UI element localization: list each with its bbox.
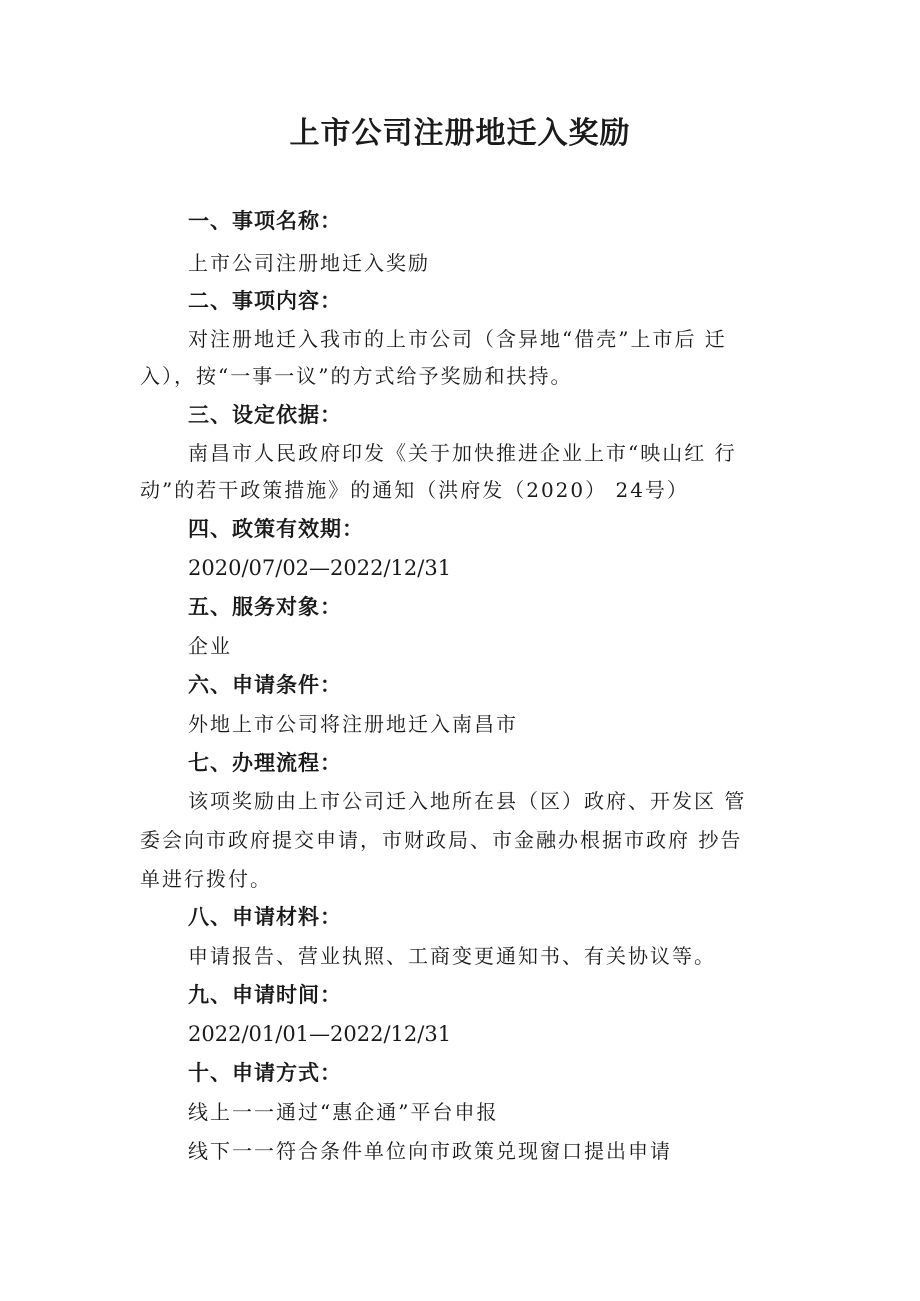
section-heading-materials: 八、申请材料： [188, 905, 342, 929]
section-text-legal-basis-line-2: 动”的若干政策措施》的通知（洪府发（2020） 24号） [140, 478, 689, 502]
section-text-legal-basis-line-1: 南昌市人民政府印发《关于加快推进企业上市“映山红 行 [188, 441, 737, 465]
section-heading-item-name: 一、事项名称： [188, 209, 342, 233]
section-text-conditions: 外地上市公司将注册地迁入南昌市 [188, 712, 518, 736]
document-title: 上市公司注册地迁入奖励 [289, 116, 631, 151]
section-heading-procedure: 七、办理流程： [188, 751, 342, 775]
section-text-procedure-line-2: 委会向市政府提交申请，市财政局、市金融办根据市政府 抄告 [140, 828, 743, 852]
section-heading-legal-basis: 三、设定依据： [188, 403, 342, 427]
section-heading-policy-validity: 四、政策有效期： [188, 517, 364, 541]
section-heading-conditions: 六、申请条件： [188, 673, 342, 697]
section-heading-service-target: 五、服务对象： [188, 595, 342, 619]
section-text-policy-validity: 2020/07/02—2022/12/31 [188, 556, 452, 580]
section-text-application-time: 2022/01/01—2022/12/31 [188, 1022, 452, 1046]
section-text-procedure-line-1: 该项奖励由上市公司迁入地所在县（区）政府、开发区 管 [188, 789, 747, 813]
section-heading-item-content: 二、事项内容： [188, 289, 342, 313]
section-text-item-content-line-1: 对注册地迁入我市的上市公司（含异地“借壳”上市后 迁 [188, 327, 727, 351]
section-text-item-name: 上市公司注册地迁入奖励 [188, 251, 430, 275]
section-heading-application-method: 十、申请方式： [188, 1061, 342, 1085]
section-text-service-target: 企业 [188, 634, 232, 658]
section-text-materials: 申请报告、营业执照、工商变更通知书、有关协议等。 [188, 944, 716, 968]
section-text-application-offline: 线下一一符合条件单位向市政策兑现窗口提出申请 [188, 1139, 672, 1163]
section-text-item-content-line-2: 入），按“一事一议”的方式给予奖励和扶持。 [140, 364, 573, 388]
section-text-procedure-line-3: 单进行拨付。 [140, 867, 272, 891]
section-heading-application-time: 九、申请时间： [188, 983, 342, 1007]
section-text-application-online: 线上一一通过“惠企通”平台申报 [188, 1100, 499, 1124]
